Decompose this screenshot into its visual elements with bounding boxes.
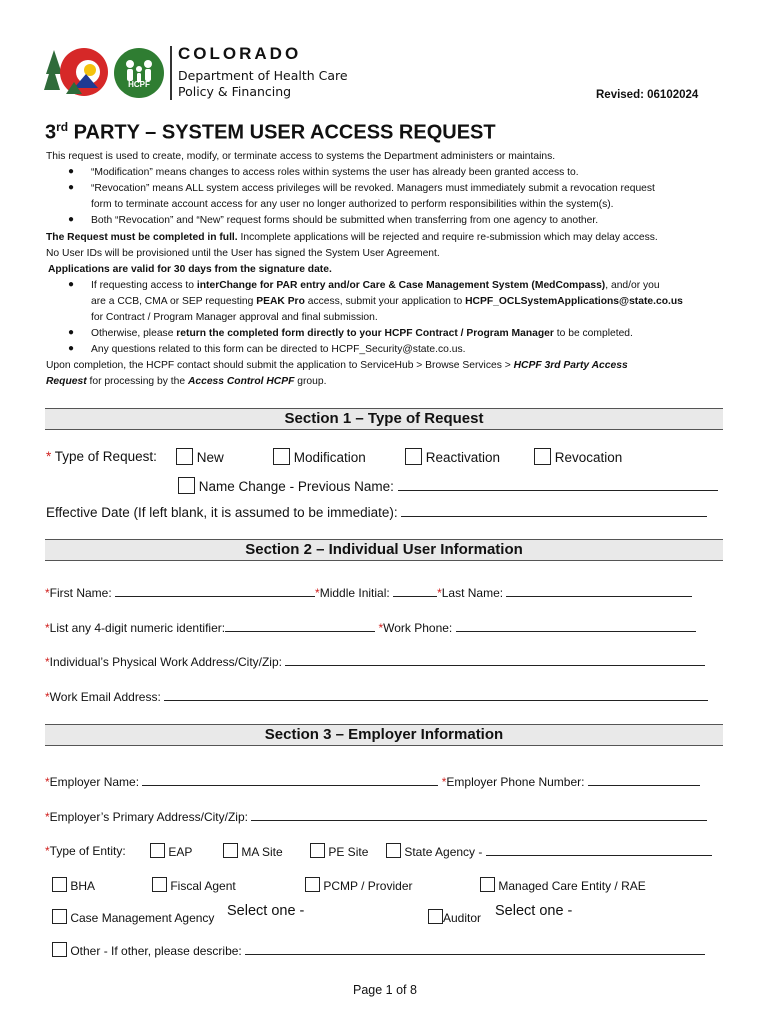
employer-name-row: *Employer Name: *Employer Phone Number: <box>45 775 700 789</box>
work-address-field[interactable] <box>285 665 705 666</box>
employer-address-row: *Employer’s Primary Address/City/Zip: <box>45 810 707 824</box>
colorado-logo <box>44 44 112 98</box>
logo-divider <box>170 46 172 100</box>
revised-date: Revised: 06102024 <box>596 89 699 101</box>
colorado-c-icon <box>44 44 112 98</box>
employer-phone-field[interactable] <box>588 785 700 786</box>
employer-name-field[interactable] <box>142 785 438 786</box>
auditor-checkbox[interactable] <box>428 909 443 924</box>
other-describe-field[interactable] <box>245 954 705 955</box>
auditor-select[interactable]: Select one - <box>495 903 573 919</box>
upon-completion-a: Upon completion, the HCPF contact should submit the application to ServiceHub > Browse Services > HCPF 3rd Party Access <box>46 360 628 371</box>
section3-heading: Section 3 – Employer Information <box>45 724 723 746</box>
org-name-line1: Department of Health Care <box>178 68 348 83</box>
new-checkbox[interactable] <box>176 448 193 465</box>
work-email-row: *Work Email Address: <box>45 690 708 704</box>
section2-heading: Section 2 – Individual User Information <box>45 539 723 561</box>
page-title: 3rd PARTY – SYSTEM USER ACCESS REQUEST <box>45 120 496 144</box>
bullet-interchange-c: for Contract / Program Manager approval and final submission. <box>91 312 378 323</box>
option-modification[interactable]: Modification <box>273 448 366 465</box>
bullet-dot: ● <box>68 327 75 338</box>
first-name-row: *First Name: *Middle Initial: *Last Name: <box>45 586 692 600</box>
section1-heading: Section 1 – Type of Request <box>45 408 723 430</box>
type-of-request-label: * Type of Request: <box>46 449 157 464</box>
bullet-revocation-b: form to terminate account access for any user no longer authorized to perform responsibilities within the system(s). <box>91 199 614 210</box>
bullet-dot: ● <box>68 166 75 177</box>
ocl-email-link[interactable]: HCPF_OCLSystemApplications@state.co.us <box>465 296 683 307</box>
bullet-modification: “Modification” means changes to access roles within systems the user has already been granted access to. <box>91 167 579 178</box>
entity-case-management[interactable]: Case Management Agency <box>52 909 214 925</box>
effective-date-row: Effective Date (If left blank, it is assumed to be immediate): <box>46 505 707 520</box>
entity-state-agency[interactable]: State Agency - <box>386 843 712 859</box>
bullet-questions: Any questions related to this form can be directed to HCPF_Security@state.co.us. <box>91 344 466 355</box>
last-name-field[interactable] <box>506 596 692 597</box>
intro-line: This request is used to create, modify, or terminate access to systems the Department administers or maintains. <box>46 151 556 162</box>
bullet-interchange-a: If requesting access to interChange for PAR entry and/or Care & Case Management System (MedCompass), and/or you <box>91 280 660 291</box>
option-revocation[interactable]: Revocation <box>534 448 622 465</box>
bullet-dot: ● <box>68 214 75 225</box>
managed-care-checkbox[interactable] <box>480 877 495 892</box>
valid-30-days: Applications are valid for 30 days from the signature date. <box>48 264 332 275</box>
entity-pe-site[interactable]: PE Site <box>310 843 368 859</box>
case-management-select[interactable]: Select one - <box>227 903 305 919</box>
entity-bha[interactable]: BHA <box>52 877 95 893</box>
bullet-dot: ● <box>68 182 75 193</box>
upon-completion-b: Request for processing by the Access Control HCPF group. <box>46 376 327 387</box>
previous-name-field[interactable] <box>398 490 718 491</box>
ma-site-checkbox[interactable] <box>223 843 238 858</box>
option-reactivation[interactable]: Reactivation <box>405 448 500 465</box>
option-name-change[interactable]: Name Change - Previous Name: <box>178 477 718 494</box>
numeric-id-field[interactable] <box>225 631 375 632</box>
hcpf-logo <box>114 48 164 98</box>
work-phone-field[interactable] <box>456 631 696 632</box>
entity-fiscal-agent[interactable]: Fiscal Agent <box>152 877 236 893</box>
bullet-dot: ● <box>68 343 75 354</box>
org-name-line2: Policy & Financing <box>178 84 292 99</box>
option-new[interactable]: New <box>176 448 224 465</box>
state-agency-field[interactable] <box>486 855 712 856</box>
work-email-field[interactable] <box>164 700 708 701</box>
reactivation-checkbox[interactable] <box>405 448 422 465</box>
entity-ma-site[interactable]: MA Site <box>223 843 283 859</box>
entity-auditor[interactable]: Auditor <box>428 909 481 925</box>
pe-site-checkbox[interactable] <box>310 843 325 858</box>
page-number: Page 1 of 8 <box>353 983 417 997</box>
bullet-otherwise: Otherwise, please return the completed form directly to your HCPF Contract / Program Manager to be completed. <box>91 328 633 339</box>
entity-managed-care[interactable]: Managed Care Entity / RAE <box>480 877 646 893</box>
entity-pcmp[interactable]: PCMP / Provider <box>305 877 412 893</box>
no-user-ids: No User IDs will be provisioned until the User has signed the System User Agreement. <box>46 248 440 259</box>
org-name-top: COLORADO <box>178 44 302 63</box>
middle-initial-field[interactable] <box>393 596 437 597</box>
work-address-row: *Individual’s Physical Work Address/City/Zip: <box>45 655 705 669</box>
request-complete: The Request must be completed in full. Incomplete applications will be rejected and require re-submission which may delay access. <box>46 232 658 243</box>
bullet-both: Both “Revocation” and “New” request forms should be submitted when transferring from one agency to another. <box>91 215 599 226</box>
bullet-dot: ● <box>68 279 75 290</box>
effective-date-field[interactable] <box>401 516 707 517</box>
name-change-checkbox[interactable] <box>178 477 195 494</box>
family-icon <box>114 48 164 98</box>
numeric-id-row: *List any 4-digit numeric identifier: *Work Phone: <box>45 621 696 635</box>
eap-checkbox[interactable] <box>150 843 165 858</box>
entity-other[interactable]: Other - If other, please describe: <box>52 942 705 958</box>
type-of-entity-label: *Type of Entity: <box>45 844 126 858</box>
employer-address-field[interactable] <box>251 820 707 821</box>
pcmp-checkbox[interactable] <box>305 877 320 892</box>
bha-checkbox[interactable] <box>52 877 67 892</box>
entity-eap[interactable]: EAP <box>150 843 192 859</box>
revocation-checkbox[interactable] <box>534 448 551 465</box>
other-checkbox[interactable] <box>52 942 67 957</box>
bullet-revocation-a: “Revocation” means ALL system access privileges will be revoked. Managers must immediately submit a revocation request <box>91 183 655 194</box>
fiscal-agent-checkbox[interactable] <box>152 877 167 892</box>
case-management-checkbox[interactable] <box>52 909 67 924</box>
hcpf-badge: HCPF <box>128 80 150 89</box>
bullet-interchange-b: are a CCB, CMA or SEP requesting PEAK Pro access, submit your application to HCPF_OCLSystemApplications@state.co.us <box>91 296 683 307</box>
first-name-field[interactable] <box>115 596 315 597</box>
state-agency-checkbox[interactable] <box>386 843 401 858</box>
modification-checkbox[interactable] <box>273 448 290 465</box>
